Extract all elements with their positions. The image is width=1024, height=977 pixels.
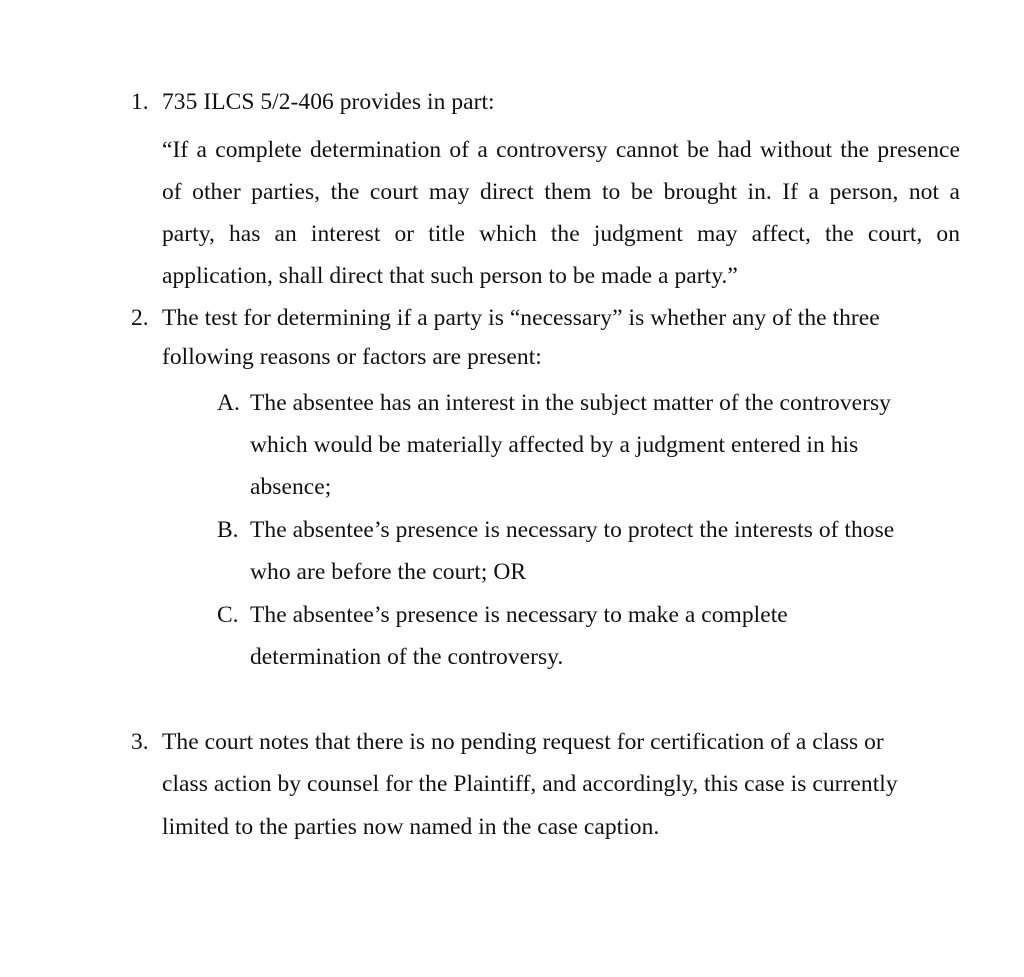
quote-line: “If a complete determination of a controversy cannot be had without the presence [162, 137, 960, 163]
subitem-text-line: determination of the controversy. [250, 644, 564, 670]
item-text-line: following reasons or factors are present: [162, 344, 542, 370]
quote-line: application, shall direct that such person to be made a party.” [162, 263, 738, 289]
quote-line: party, has an interest or title which the judgment may affect, the court, on [162, 221, 960, 247]
item-number: 3. [131, 729, 149, 755]
subitem-text-line: absence; [250, 474, 332, 500]
subitem-text-line: which would be materially affected by a judgment entered in his [250, 432, 859, 458]
item-number: 1. [131, 89, 149, 115]
item-text-line: The court notes that there is no pending request for certification of a class or [162, 729, 884, 755]
item-text-line: limited to the parties now named in the case caption. [162, 814, 660, 840]
quote-line: of other parties, the court may direct them to be brought in. If a person, not a [162, 179, 960, 205]
subitem-text-line: The absentee’s presence is necessary to protect the interests of those [250, 517, 895, 543]
item-heading: 735 ILCS 5/2-406 provides in part: [162, 89, 495, 115]
item-number: 2. [131, 305, 149, 331]
subitem-text-line: The absentee has an interest in the subject matter of the controversy [250, 390, 891, 416]
subitem-letter: B. [217, 517, 239, 543]
item-text-line: The test for determining if a party is “necessary” is whether any of the three [162, 305, 880, 331]
subitem-letter: C. [217, 602, 239, 628]
item-text-line: class action by counsel for the Plaintiff, and accordingly, this case is currently [162, 771, 898, 797]
subitem-text-line: The absentee’s presence is necessary to make a complete [250, 602, 788, 628]
subitem-text-line: who are before the court; OR [250, 559, 527, 585]
subitem-letter: A. [217, 390, 240, 416]
